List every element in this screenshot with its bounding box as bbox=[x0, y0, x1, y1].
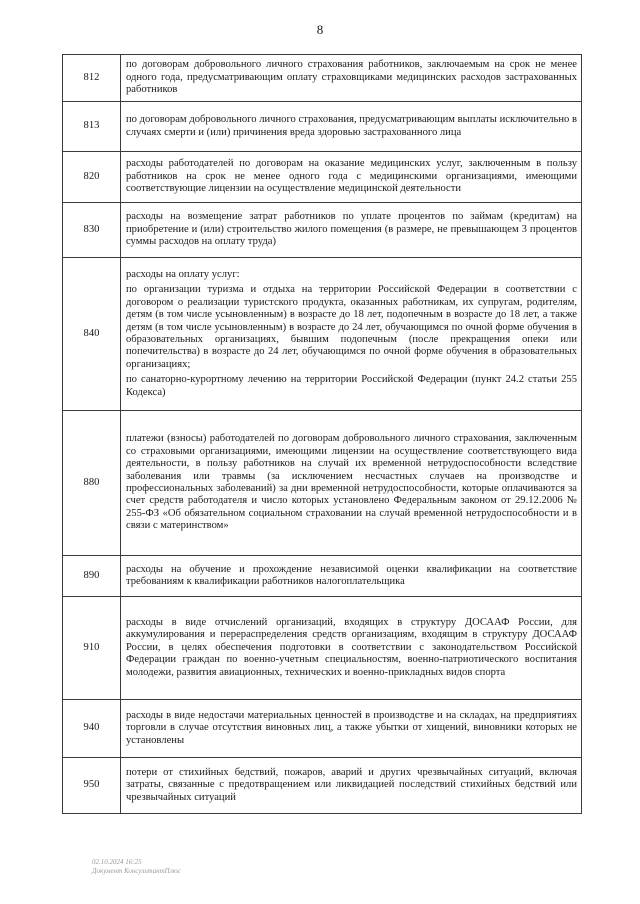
table-row bbox=[63, 556, 582, 597]
row-code: 880 bbox=[63, 411, 121, 556]
description-paragraph: по организации туризма и отдыха на территории Российской Федерации в соответствии с договором о реализации туристского продукта, оказанных работникам, их супругам, родителям, детям (в том числе усыновленным) в возрасте до 18 лет, подопечным в возрасте до 18 лет, а также детям (в том числе усыновленным) в возрасте до 24 лет, обучающимся по очной форме обучения в образовательных организациях, бывшим подопечным (после прекращения опеки или попечительства) в возрасте до 24 лет, обучающимся по очной форме обучения в образовательных организациях; bbox=[126, 284, 577, 370]
row-description bbox=[121, 700, 582, 758]
description-paragraph: по договорам добровольного личного страхования работников, заключаемым на срок не менее одного года, предусматривающим оплату страховщиками медицинских расходов застрахованных работников bbox=[126, 59, 577, 96]
document-footer bbox=[92, 858, 181, 876]
row-description bbox=[121, 55, 582, 102]
row-description bbox=[121, 411, 582, 556]
row-description bbox=[121, 758, 582, 814]
description-paragraph: по договорам добровольного личного страхования, предусматривающим выплаты исключительно в случаях смерти и (или) причинения вреда здоровью застрахованного лица bbox=[126, 114, 577, 138]
page-number: 8 bbox=[316, 22, 324, 37]
codes-table-body bbox=[63, 55, 582, 814]
row-description bbox=[121, 258, 582, 411]
description-paragraph: расходы на обучение и прохождение независимой оценки квалификации на соответствие требованиям к квалификации работников налогоплательщика bbox=[126, 563, 577, 587]
row-code: 940 bbox=[63, 700, 121, 758]
row-description bbox=[121, 152, 582, 203]
description-paragraph: расходы в виде недостачи материальных ценностей в производстве и на складах, на предприятиях торговли в случае отсутствия виновных лиц, а также убытки от хищений, виновники которых не установлены bbox=[126, 709, 577, 746]
footer-timestamp: 02.10.2024 16:25 bbox=[92, 858, 142, 866]
codes-table bbox=[62, 54, 582, 814]
row-description bbox=[121, 556, 582, 597]
description-paragraph: платежи (взносы) работодателей по договорам добровольного личного страхования, заключенным со страховыми организациями, имеющими лицензии на осуществление соответствующего вида деятельности, в пользу работников на случай их временной нетрудоспособности вследствие заболевания или травмы (за исключением несчастных случаев на производстве и профессиональных заболеваний) за дни временной нетрудоспособности, которые оплачиваются за счет средств работодателя и число которых установлено Федеральным законом от 29.12.2006 № 255-ФЗ «Об обязательном социальном страховании на случай временной нетрудоспособности и в связи с материнством» bbox=[126, 433, 577, 532]
table-row bbox=[63, 102, 582, 152]
row-description bbox=[121, 203, 582, 258]
row-description bbox=[121, 597, 582, 700]
row-description bbox=[121, 102, 582, 152]
row-code: 910 bbox=[63, 597, 121, 700]
description-paragraph: расходы в виде отчислений организаций, входящих в структуру ДОСААФ России, для аккумулирования и перераспределения средств организациям, входящим в структуру ДОСААФ России, в целях обеспечения подготовки в соответствии с законодательством Российской Федерации граждан по военно-учетным специальностям, военно-патриотического воспитания молодежи, развития авиационных, технических и военно-прикладных видов спорта bbox=[126, 616, 577, 678]
description-paragraph: расходы на возмещение затрат работников по уплате процентов по займам (кредитам) на приобретение и (или) строительство жилого помещения (в размере, не превышающем 3 процентов суммы расходов на оплату труда) bbox=[126, 211, 577, 248]
table-row bbox=[63, 597, 582, 700]
table-row bbox=[63, 203, 582, 258]
table-row bbox=[63, 152, 582, 203]
table-row bbox=[63, 700, 582, 758]
row-code: 820 bbox=[63, 152, 121, 203]
footer-source: Документ КонсультантПлюс bbox=[92, 867, 181, 875]
row-code: 890 bbox=[63, 556, 121, 597]
description-paragraph: расходы на оплату услуг: bbox=[126, 268, 240, 280]
table-row bbox=[63, 758, 582, 814]
row-code: 812 bbox=[63, 55, 121, 102]
table-row bbox=[63, 258, 582, 411]
description-paragraph: потери от стихийных бедствий, пожаров, аварий и других чрезвычайных ситуаций, включая затраты, связанные с предотвращением или ликвидацией последствий стихийных бедствий или чрезвычайных ситуаций bbox=[126, 766, 577, 803]
row-code: 813 bbox=[63, 102, 121, 152]
row-code: 830 bbox=[63, 203, 121, 258]
description-paragraph: по санаторно-курортному лечению на территории Российской Федерации (пункт 24.2 статьи 255 Кодекса) bbox=[126, 374, 577, 398]
row-code: 840 bbox=[63, 258, 121, 411]
table-row bbox=[63, 411, 582, 556]
table-row bbox=[63, 55, 582, 102]
row-code: 950 bbox=[63, 758, 121, 814]
description-paragraph: расходы работодателей по договорам на оказание медицинских услуг, заключенным в пользу работников на срок не менее одного года с медицинскими организациями, имеющими соответствующие лицензии на осуществление медицинской деятельности bbox=[126, 158, 577, 195]
